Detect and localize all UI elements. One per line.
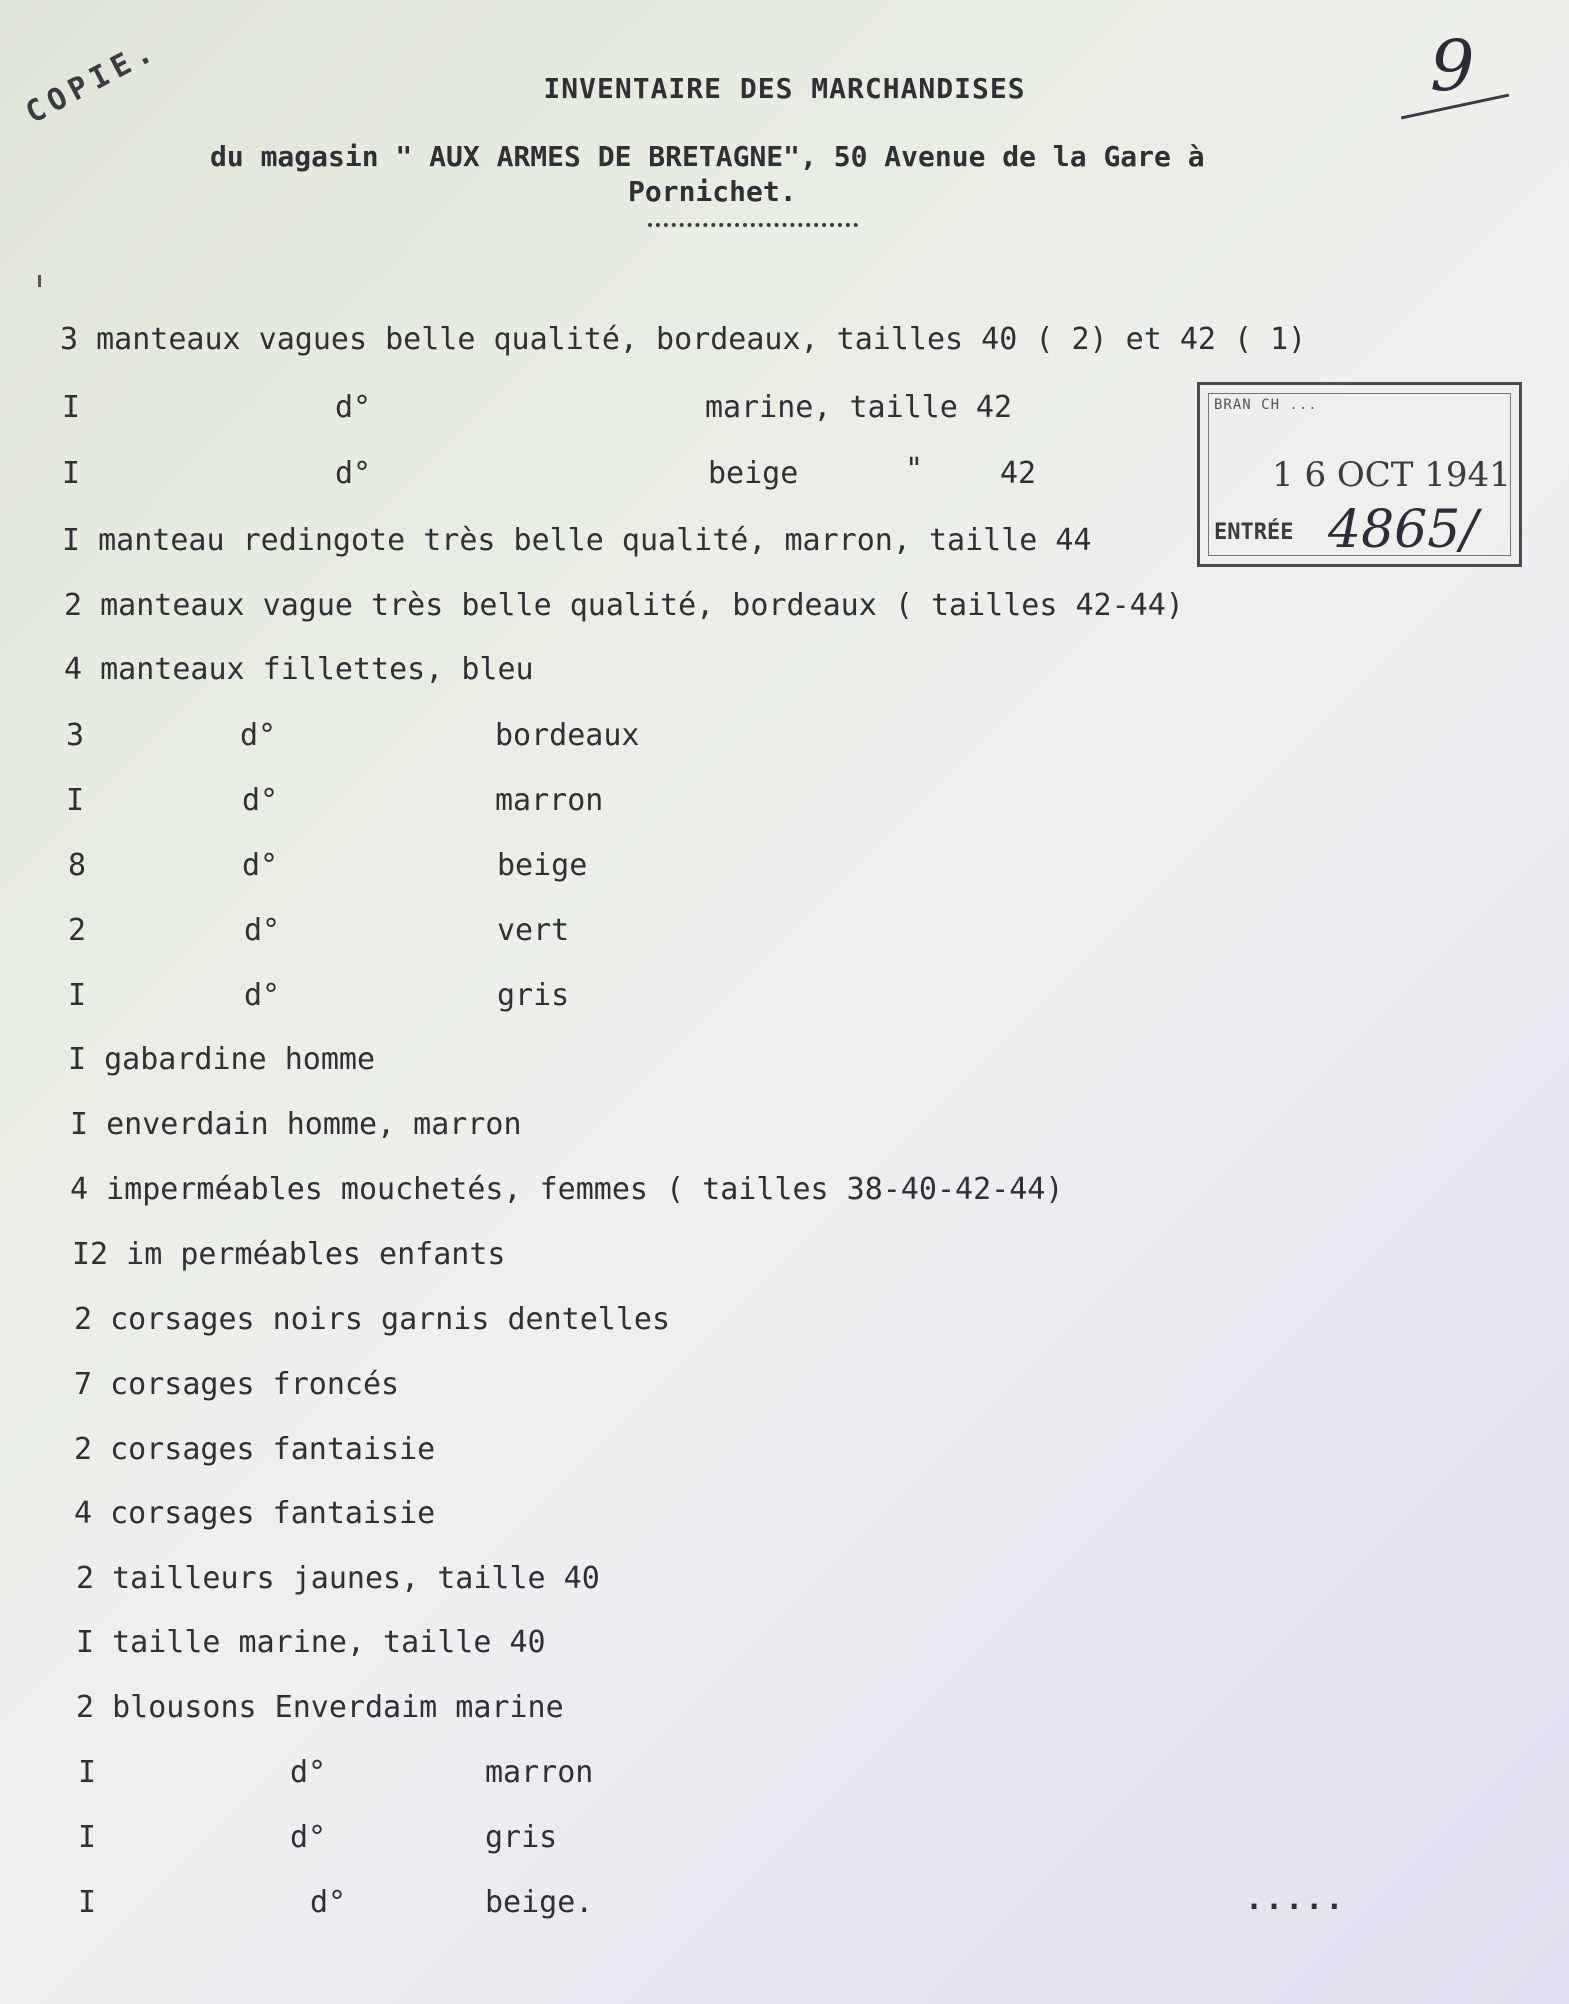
item-desc: beige. bbox=[485, 1885, 594, 1920]
item-ditto: d° bbox=[244, 913, 281, 948]
item-qty: I bbox=[78, 1820, 97, 1855]
item-ditto: d° bbox=[310, 1885, 347, 1920]
item-desc: marine, taille 42 bbox=[705, 390, 1013, 425]
inventory-line: 4 imperméables mouchetés, femmes ( tailles 38-40-42-44) bbox=[70, 1172, 1064, 1207]
document-title: INVENTAIRE DES MARCHANDISES bbox=[543, 72, 1026, 105]
inventory-line: 3 manteaux vagues belle qualité, bordeaux, tailles 40 ( 2) et 42 ( 1) bbox=[60, 322, 1307, 357]
item-qty: I bbox=[78, 1885, 97, 1920]
item-desc: gris bbox=[497, 978, 570, 1013]
inventory-line: 2 manteaux vague très belle qualité, bordeaux ( tailles 42-44) bbox=[64, 588, 1184, 623]
inventory-line: I manteau redingote très belle qualité, marron, taille 44 bbox=[62, 523, 1092, 558]
inventory-line: I enverdain homme, marron bbox=[70, 1107, 522, 1142]
stamp-entry-label: ENTRÉE bbox=[1214, 520, 1294, 545]
item-ditto: d° bbox=[242, 848, 279, 883]
stamp-header-text: BRAN CH ... bbox=[1214, 397, 1318, 413]
item-qty: 2 bbox=[68, 913, 87, 948]
inventory-line: 7 corsages froncés bbox=[74, 1367, 400, 1402]
ditto-mark: " bbox=[905, 452, 924, 487]
page-number: 9 bbox=[1430, 25, 1475, 107]
stamp-entry-number: 4865/ bbox=[1328, 500, 1478, 560]
item-ditto: d° bbox=[290, 1755, 327, 1790]
inventory-line: 2 corsages fantaisie bbox=[74, 1432, 436, 1467]
item-qty: I bbox=[62, 390, 81, 425]
item-ditto: d° bbox=[244, 978, 281, 1013]
inventory-line: 2 blousons Enverdaim marine bbox=[76, 1690, 564, 1725]
title-underline bbox=[648, 223, 858, 227]
inventory-line: I gabardine homme bbox=[68, 1042, 376, 1077]
item-desc: bordeaux bbox=[495, 718, 640, 753]
item-desc: beige bbox=[497, 848, 588, 883]
copie-mark: COPIE. bbox=[20, 32, 164, 131]
stamp-date: 1 6 OCT 1941 bbox=[1272, 455, 1511, 495]
item-qty: I bbox=[62, 456, 81, 491]
item-qty: 3 bbox=[66, 718, 85, 753]
document-subtitle-line1: du magasin " AUX ARMES DE BRETAGNE", 50 Avenue de la Gare à bbox=[210, 140, 1205, 173]
document-subtitle-line2: Pornichet. bbox=[628, 175, 797, 208]
item-qty: 8 bbox=[68, 848, 87, 883]
item-ditto: d° bbox=[242, 783, 279, 818]
item-ditto: d° bbox=[335, 456, 372, 491]
trailing-dots: ..... bbox=[1245, 1882, 1346, 1917]
inventory-line: 4 corsages fantaisie bbox=[74, 1496, 436, 1531]
item-size: 42 bbox=[1000, 456, 1037, 491]
inventory-line: 4 manteaux fillettes, bleu bbox=[64, 652, 534, 687]
item-desc: marron bbox=[495, 783, 604, 818]
item-desc: marron bbox=[485, 1755, 594, 1790]
inventory-line: 2 corsages noirs garnis dentelles bbox=[74, 1302, 671, 1337]
inventory-line: I taille marine, taille 40 bbox=[76, 1625, 546, 1660]
item-qty: I bbox=[68, 978, 87, 1013]
item-ditto: d° bbox=[240, 718, 277, 753]
item-desc: vert bbox=[497, 913, 570, 948]
item-ditto: d° bbox=[290, 1820, 327, 1855]
inventory-line: I2 im perméables enfants bbox=[72, 1237, 506, 1272]
item-ditto: d° bbox=[335, 390, 372, 425]
inventory-line: 2 tailleurs jaunes, taille 40 bbox=[76, 1561, 600, 1596]
document-header bbox=[0, 72, 1569, 105]
registry-stamp bbox=[1197, 382, 1522, 567]
item-desc: gris bbox=[485, 1820, 558, 1855]
margin-tick bbox=[38, 275, 41, 287]
item-qty: I bbox=[78, 1755, 97, 1790]
item-desc: beige bbox=[708, 456, 799, 491]
item-qty: I bbox=[66, 783, 85, 818]
